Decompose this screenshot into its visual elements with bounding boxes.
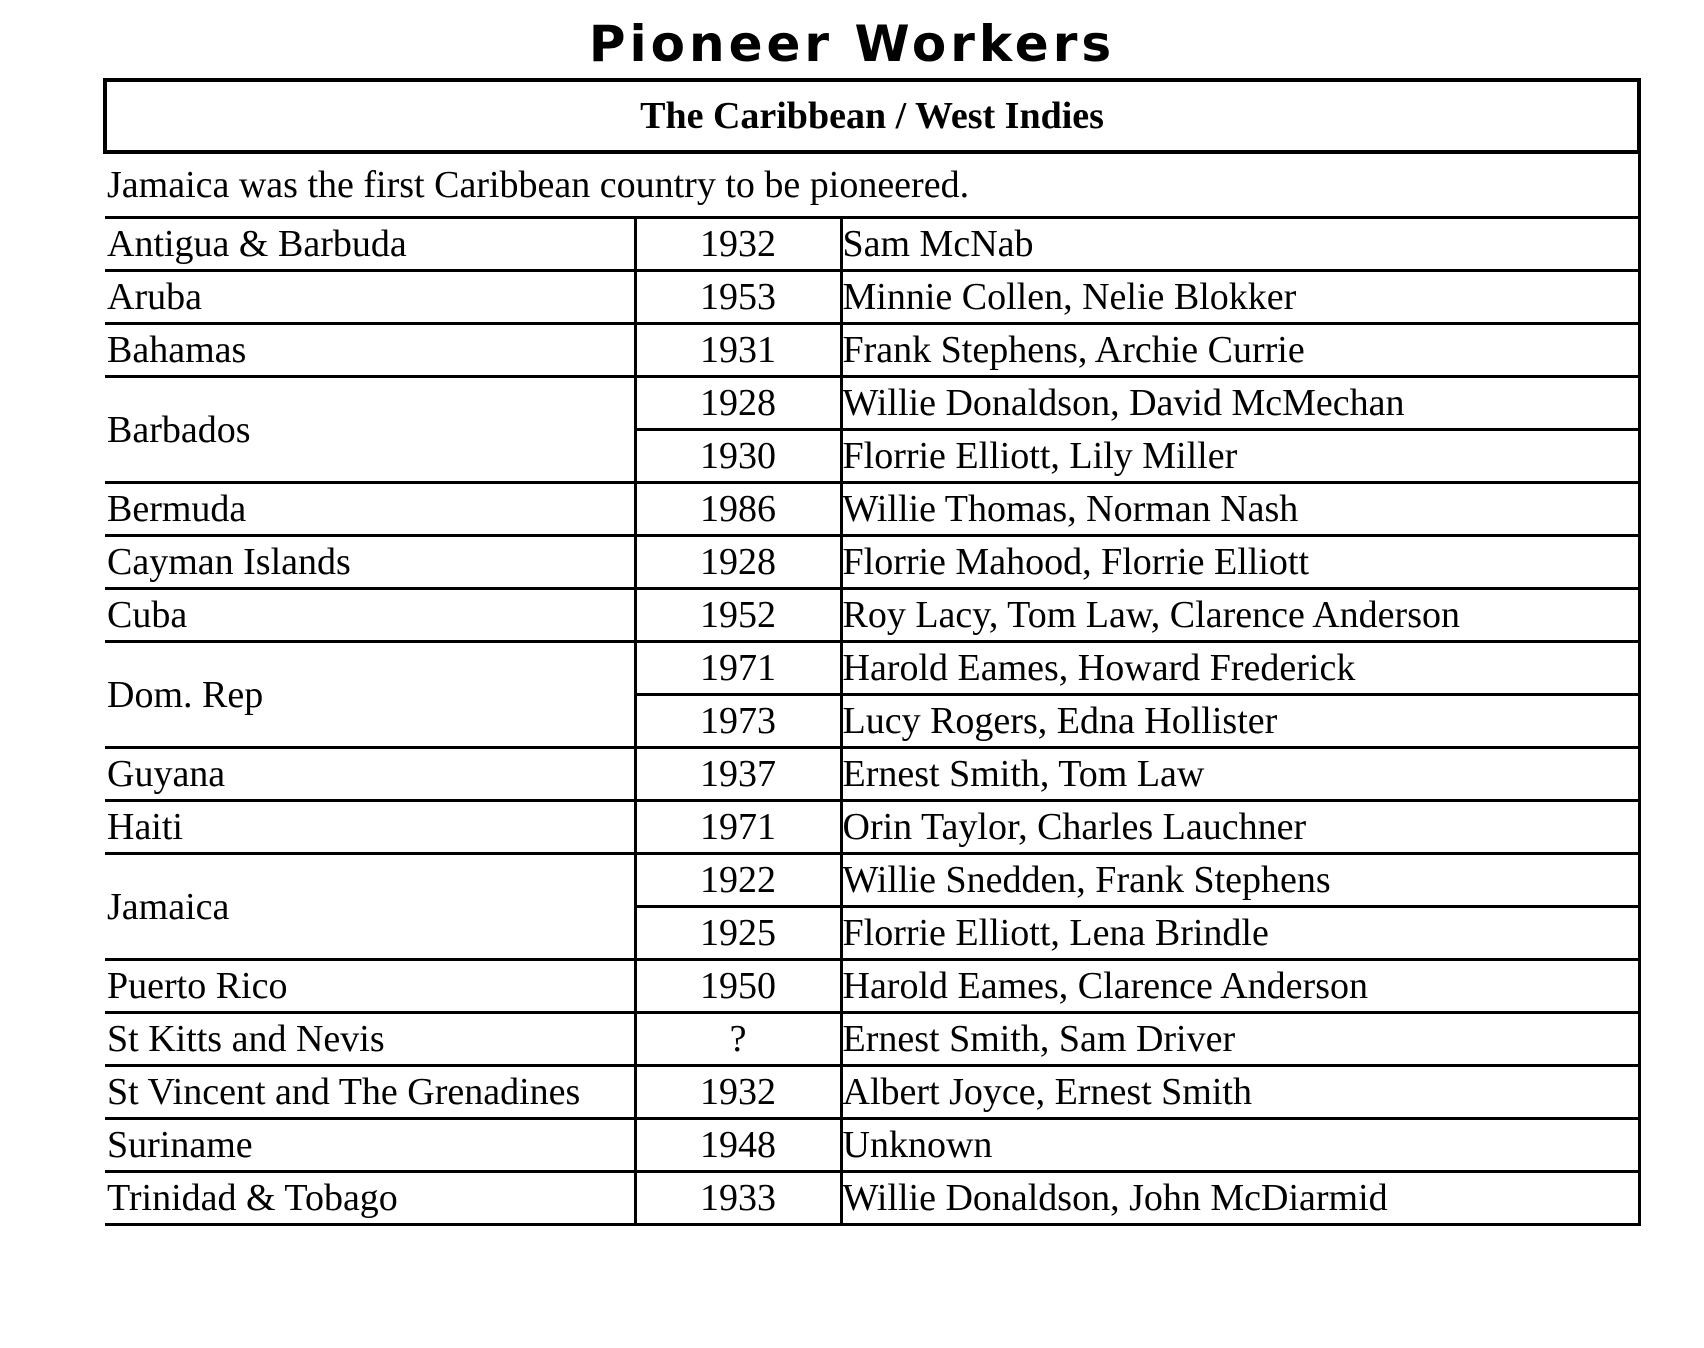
year-cell: 1937 [635, 748, 841, 801]
country-cell: Cuba [105, 589, 635, 642]
workers-cell: Harold Eames, Howard Frederick [841, 642, 1639, 695]
intro-row [105, 152, 1639, 218]
page-title: Pioneer Workers [588, 15, 1116, 73]
country-cell: St Kitts and Nevis [105, 1013, 635, 1066]
workers-cell: Willie Donaldson, John McDiarmid [841, 1172, 1639, 1225]
table-row [105, 854, 1639, 907]
country-cell: Dom. Rep [105, 642, 635, 748]
country-cell: Antigua & Barbuda [105, 218, 635, 271]
year-cell: 1952 [635, 589, 841, 642]
year-cell: 1932 [635, 1066, 841, 1119]
table-row [105, 642, 1639, 695]
workers-cell: Willie Donaldson, David McMechan [841, 377, 1639, 430]
country-cell: St Vincent and The Grenadines [105, 1066, 635, 1119]
workers-cell: Florrie Elliott, Lena Brindle [841, 907, 1639, 960]
year-cell: 1973 [635, 695, 841, 748]
intro-text: Jamaica was the first Caribbean country to be pioneered. [105, 152, 1639, 218]
workers-cell: Roy Lacy, Tom Law, Clarence Anderson [841, 589, 1639, 642]
table-row [105, 536, 1639, 589]
year-cell: 1932 [635, 218, 841, 271]
country-cell: Haiti [105, 801, 635, 854]
country-cell: Jamaica [105, 854, 635, 960]
country-cell: Suriname [105, 1119, 635, 1172]
workers-cell: Lucy Rogers, Edna Hollister [841, 695, 1639, 748]
table-body [105, 80, 1639, 1225]
table-row [105, 218, 1639, 271]
workers-cell: Harold Eames, Clarence Anderson [841, 960, 1639, 1013]
year-cell: 1925 [635, 907, 841, 960]
table-row [105, 960, 1639, 1013]
country-cell: Bermuda [105, 483, 635, 536]
year-cell: 1930 [635, 430, 841, 483]
workers-cell: Sam McNab [841, 218, 1639, 271]
table-row [105, 1066, 1639, 1119]
country-cell: Cayman Islands [105, 536, 635, 589]
workers-cell: Willie Thomas, Norman Nash [841, 483, 1639, 536]
table-row [105, 271, 1639, 324]
country-cell: Puerto Rico [105, 960, 635, 1013]
workers-cell: Albert Joyce, Ernest Smith [841, 1066, 1639, 1119]
table-row [105, 1172, 1639, 1225]
year-cell: 1971 [635, 642, 841, 695]
year-cell: 1933 [635, 1172, 841, 1225]
table-row [105, 377, 1639, 430]
table-row [105, 801, 1639, 854]
year-cell: 1928 [635, 377, 841, 430]
table-row [105, 483, 1639, 536]
year-cell: 1986 [635, 483, 841, 536]
year-cell: 1953 [635, 271, 841, 324]
year-cell: 1971 [635, 801, 841, 854]
table-row [105, 324, 1639, 377]
workers-cell: Orin Taylor, Charles Lauchner [841, 801, 1639, 854]
year-cell: 1922 [635, 854, 841, 907]
workers-cell: Unknown [841, 1119, 1639, 1172]
workers-cell: Willie Snedden, Frank Stephens [841, 854, 1639, 907]
workers-cell: Florrie Elliott, Lily Miller [841, 430, 1639, 483]
year-cell: 1950 [635, 960, 841, 1013]
table-row [105, 589, 1639, 642]
country-cell: Trinidad & Tobago [105, 1172, 635, 1225]
pioneer-workers-table [103, 78, 1641, 1226]
workers-cell: Frank Stephens, Archie Currie [841, 324, 1639, 377]
workers-cell: Florrie Mahood, Florrie Elliott [841, 536, 1639, 589]
country-cell: Bahamas [105, 324, 635, 377]
year-cell: 1948 [635, 1119, 841, 1172]
country-cell: Aruba [105, 271, 635, 324]
year-cell: ? [635, 1013, 841, 1066]
table-row [105, 748, 1639, 801]
workers-cell: Ernest Smith, Tom Law [841, 748, 1639, 801]
country-cell: Guyana [105, 748, 635, 801]
region-heading: The Caribbean / West Indies [105, 80, 1639, 152]
year-cell: 1928 [635, 536, 841, 589]
year-cell: 1931 [635, 324, 841, 377]
table-row [105, 1013, 1639, 1066]
workers-cell: Minnie Collen, Nelie Blokker [841, 271, 1639, 324]
region-header-row [105, 80, 1639, 152]
table-row [105, 1119, 1639, 1172]
workers-cell: Ernest Smith, Sam Driver [841, 1013, 1639, 1066]
country-cell: Barbados [105, 377, 635, 483]
